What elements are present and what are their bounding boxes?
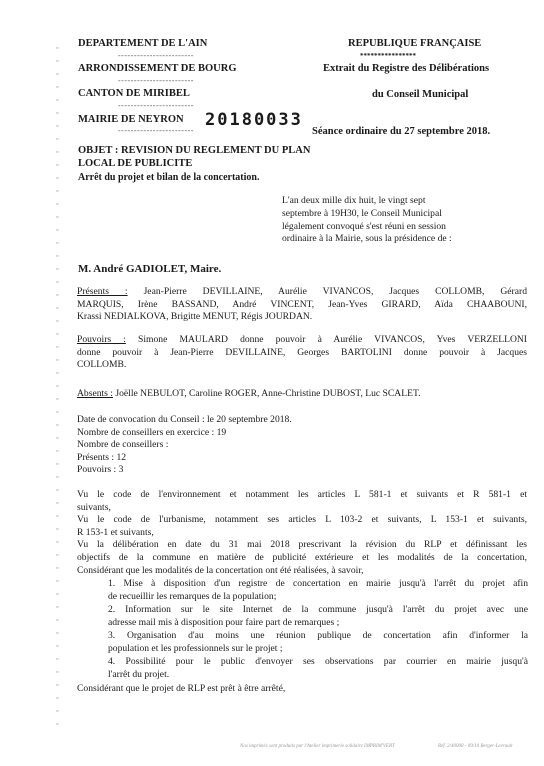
list-item xyxy=(108,630,528,655)
header-separator: ------------------------ xyxy=(118,126,194,135)
vu-line: Considérant que les modalités de la concertation ont été réalisées, à savoir, xyxy=(77,564,364,576)
vu-block xyxy=(77,489,527,577)
margin-mark: ▫ xyxy=(56,122,59,130)
footer-right: Réf. 2/40008 - 09/10 Berger-Levrault xyxy=(438,744,513,749)
absents-text: Joëlle NEBULOT, Caroline ROGER, Anne-Christine DUBOST, Luc SCALET. xyxy=(115,388,421,399)
objet-line-1: OBJET : REVISION DU REGLEMENT DU PLAN xyxy=(78,145,311,156)
margin-mark: ▫ xyxy=(56,148,59,156)
list-item-line: 3. Organisation d'au moins une réunion publique de concertation afin d'informer la xyxy=(108,630,528,641)
margin-mark: ▫ xyxy=(56,382,59,390)
arrondissement-label: ARRONDISSEMENT DE BOURG xyxy=(78,63,237,74)
vu-line: suivants, xyxy=(77,501,111,513)
pouvoirs-paragraph xyxy=(77,334,527,372)
margin-mark: ▫ xyxy=(56,590,59,598)
intro-line: légalement convoqué s'est réuni en session xyxy=(282,220,446,232)
margin-mark: ▫ xyxy=(56,577,59,585)
republic-title: REPUBLIQUE FRANÇAISE xyxy=(348,38,482,49)
absents-label: Absents : xyxy=(77,388,113,399)
margin-mark: ▫ xyxy=(56,525,59,533)
margin-mark: ▫ xyxy=(56,239,59,247)
list-item-line: adresse mail mis à disposition pour faire part de remarques ; xyxy=(108,616,340,628)
margin-mark: ▫ xyxy=(56,83,59,91)
margin-mark: ▫ xyxy=(56,187,59,195)
department-label: DEPARTEMENT DE L'AIN xyxy=(78,38,208,49)
list-item-line: 2. Information sur le site Internet de la commune jusqu'à l'arrêt du projet avec une xyxy=(108,604,528,615)
header-separator: ------------------------ xyxy=(118,101,194,110)
margin-mark: ▫ xyxy=(56,161,59,169)
presents-line: Jean-Pierre DEVILLAINE, Aurélie VIVANCOS, Jacques COLLOMB, Gérard xyxy=(143,286,527,297)
absents-paragraph xyxy=(77,388,527,401)
margin-mark: ▫ xyxy=(56,408,59,416)
margin-mark: ▫ xyxy=(56,343,59,351)
margin-mark: ▫ xyxy=(56,434,59,442)
margin-mark: ▫ xyxy=(56,512,59,520)
margin-mark: ▫ xyxy=(56,629,59,637)
margin-mark: ▫ xyxy=(56,70,59,78)
margin-mark: ▫ xyxy=(56,473,59,481)
pouvoirs-line: COLLOMB. xyxy=(77,359,127,371)
conclusion xyxy=(77,683,527,696)
margin-mark: ▫ xyxy=(56,642,59,650)
margin-mark: ▫ xyxy=(56,460,59,468)
council-title: du Conseil Municipal xyxy=(372,89,469,100)
intro-line: septembre à 19H30, le Conseil Municipal xyxy=(282,207,442,219)
margin-mark: ▫ xyxy=(56,278,59,286)
margin-mark: ▫ xyxy=(56,395,59,403)
margin-mark: ▫ xyxy=(56,707,59,715)
margin-mark: ▫ xyxy=(56,668,59,676)
pouvoirs-line: Simone MAULARD donne pouvoir à Aurélie VIVANCOS, Yves VERZELLONI xyxy=(138,334,527,345)
margin-mark: ▫ xyxy=(56,213,59,221)
footer-left: Nos imprimés sont produits par l'Atelier imprimerie solidaire IMPRIM'VERT xyxy=(240,744,395,749)
margin-mark: ▫ xyxy=(56,720,59,728)
conseillers-exercice: Nombre de conseillers en exercice : 19 xyxy=(77,426,227,438)
vu-line: Vu le code de l'environnement et notamment les articles L 581-1 et suivants et R 581-1 et xyxy=(77,489,527,500)
vu-line: Vu le code de l'urbanisme, notamment ses articles L 103-2 et suivants, L 153-1 et suivants, xyxy=(77,514,527,526)
margin-mark: ▫ xyxy=(56,135,59,143)
objet-line-3: Arrêt du projet et bilan de la concertation. xyxy=(78,172,260,183)
registry-title: Extrait du Registre des Délibérations xyxy=(323,63,490,74)
list-item xyxy=(108,604,528,629)
margin-mark: ▫ xyxy=(56,447,59,455)
margin-mark: ▫ xyxy=(56,174,59,182)
objet-line-2: LOCAL DE PUBLICITE xyxy=(78,158,193,169)
margin-mark: ▫ xyxy=(56,369,59,377)
list-item xyxy=(108,656,528,681)
margin-mark: ▫ xyxy=(56,57,59,65)
presents-paragraph xyxy=(77,286,527,324)
header-separator: ------------------------ xyxy=(118,76,194,85)
margin-mark: ▫ xyxy=(56,499,59,507)
mairie-label: MAIRIE DE NEYRON xyxy=(78,114,184,125)
margin-mark: ▫ xyxy=(56,317,59,325)
margin-mark: ▫ xyxy=(56,486,59,494)
margin-mark: ▫ xyxy=(56,356,59,364)
list-item-line: 4. Possibilité pour le public d'envoyer ses observations par courrier en mairie jusqu'à xyxy=(108,656,528,667)
vu-line: R 153-1 et suivants, xyxy=(77,526,154,538)
presents-line: Krassi NEDIALKOVA, Brigitte MENUT, Régis JOURDAN. xyxy=(77,311,313,323)
canton-label: CANTON DE MIRIBEL xyxy=(78,88,190,99)
vu-line: Vu la délibération en date du 31 mai 2018 prescrivant la révision du RLP et définissant les xyxy=(77,539,527,551)
margin-mark: ▫ xyxy=(56,109,59,117)
margin-mark: ▫ xyxy=(56,291,59,299)
pouvoirs-count: Pouvoirs : 3 xyxy=(77,464,124,476)
conclusion-text: Considérant que le projet de RLP est prêt à être arrêté, xyxy=(77,683,286,694)
margin-mark: ▫ xyxy=(56,564,59,572)
list-item xyxy=(108,578,528,603)
president: M. André GADIOLET, Maire. xyxy=(78,263,222,275)
margin-mark: ▫ xyxy=(56,681,59,689)
intro-block xyxy=(282,195,494,246)
presents-line: MARQUIS, Irène BASSAND, André VINCENT, Jean-Yves GIRARD, Aïda CHAABOUNI, xyxy=(77,298,527,310)
session-date: Séance ordinaire du 27 septembre 2018. xyxy=(312,126,491,137)
list-item-line: population et les professionnels sur le projet ; xyxy=(108,642,283,654)
margin-mark: ▫ xyxy=(56,538,59,546)
margin-mark: ▫ xyxy=(56,200,59,208)
list-item-line: 1. Mise à disposition d'un registre de concertation en mairie jusqu'à l'arrêt du projet afin xyxy=(108,578,528,589)
stats-block xyxy=(77,414,527,477)
margin-mark: ▫ xyxy=(56,616,59,624)
republic-stars: **************** xyxy=(360,52,416,60)
margin-mark: ▫ xyxy=(56,421,59,429)
convocation-date: Date de convocation du Conseil : le 20 septembre 2018. xyxy=(77,414,292,425)
margin-mark: ▫ xyxy=(56,252,59,260)
list-item-line: de recueillir les remarques de la population; xyxy=(108,590,277,602)
vu-line: objectifs de la commune en matière de publicité extérieure et les modalités de la concertation, xyxy=(77,551,527,563)
margin-mark: ▫ xyxy=(56,44,59,52)
list-item-line: l'arrêt du projet. xyxy=(108,668,170,680)
conseillers-label: Nombre de conseillers : xyxy=(77,439,169,451)
margin-mark: ▫ xyxy=(56,655,59,663)
margin-mark: ▫ xyxy=(56,551,59,559)
presents-count: Présents : 12 xyxy=(77,451,127,463)
pouvoirs-line: donne pouvoir à Jean-Pierre DEVILLAINE, Georges BARTOLINI donne pouvoir à Jacques xyxy=(77,346,527,358)
margin-mark: ▫ xyxy=(56,694,59,702)
deliberation-number: 20180033 xyxy=(205,110,303,130)
margin-mark: ▫ xyxy=(56,603,59,611)
margin-mark: ▫ xyxy=(56,96,59,104)
margin-mark: ▫ xyxy=(56,304,59,312)
margin-mark: ▫ xyxy=(56,226,59,234)
margin-mark: ▫ xyxy=(56,265,59,273)
header-separator: ------------------------ xyxy=(118,51,194,60)
margin-mark: ▫ xyxy=(56,330,59,338)
pouvoirs-label: Pouvoirs : xyxy=(77,334,126,345)
intro-line: L'an deux mille dix huit, le vingt sept xyxy=(282,195,426,206)
presents-label: Présents : xyxy=(77,286,128,297)
intro-line: ordinaire à la Mairie, sous la présidence de : xyxy=(282,233,452,245)
